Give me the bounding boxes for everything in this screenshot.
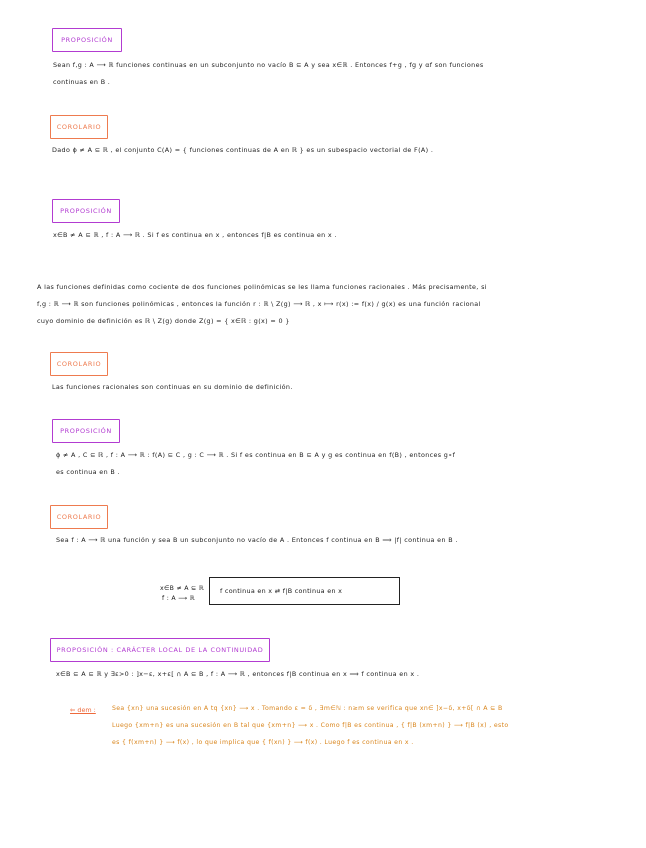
- proof-line: Sea {xn} una sucesión en A tq {xn} ⟶ x . Tomando ε = δ , ∃m∈ℕ : n≥m se verifica que xn∈ ]x−δ, x+δ[ ∩ A ⊆ B: [112, 705, 503, 712]
- proposition-tag: PROPOSICIÓN: [52, 28, 122, 52]
- equivalence-box: f continua en x ⇄ f|B continua en x: [209, 577, 400, 605]
- paragraph-line: cuyo dominio de definición es ℝ \ Z(g) donde Z(g) = { x∈ℝ : g(x) = 0 }: [37, 317, 290, 325]
- proposition-text-line: continuas en B .: [53, 78, 111, 86]
- box-condition: x∈B ≠ A ⊆ ℝ: [160, 585, 204, 592]
- proof-line: es { f(xm+n) } ⟶ f(x) , lo que implica que { f(xn) } ⟶ f(x) . Luego f es continua en x .: [112, 739, 414, 746]
- corollary-text-line: Dado ϕ ≠ A ⊆ ℝ , el conjunto C(A) = { funciones continuas de A en ℝ } es un subespacio vectorial de F(A) .: [52, 146, 434, 154]
- proof-label: ⇐ dem :: [70, 706, 96, 714]
- box-condition: f : A ⟶ ℝ: [162, 595, 195, 602]
- corollary-tag: COROLARIO: [50, 115, 108, 139]
- proposition-text-line: x∈B ⊆ A ⊆ ℝ y ∃ε>0 : ]x−ε, x+ε[ ∩ A ⊆ B , f : A ⟶ ℝ , entonces f|B continua en x ⟹ f continua en x .: [56, 670, 420, 678]
- corollary-tag: COROLARIO: [50, 505, 108, 529]
- proposition-text-line: Sean f,g : A ⟶ ℝ funciones continuas en un subconjunto no vacío B ⊆ A y sea x∈ℝ . Entonces f+g , fg y αf son funciones: [53, 61, 484, 69]
- proposition-text-line: x∈B ≠ A ⊆ ℝ , f : A ⟶ ℝ . Si f es continua en x , entonces f|B es continua en x .: [53, 231, 337, 239]
- corollary-text-line: Las funciones racionales son continuas en su dominio de definición.: [52, 383, 293, 391]
- proposition-tag: PROPOSICIÓN : CARÁCTER LOCAL DE LA CONTINUIDAD: [50, 638, 270, 662]
- paragraph-line: f,g : ℝ ⟶ ℝ son funciones polinómicas , entonces la función r : ℝ \ Z(g) ⟶ ℝ , x ⟼ r(x) := f(x) / g(x) es una función racional: [37, 300, 481, 308]
- corollary-tag: COROLARIO: [50, 352, 108, 376]
- proposition-text-line: es continua en B .: [56, 468, 120, 476]
- proposition-tag: PROPOSICIÓN: [52, 419, 120, 443]
- proposition-text-line: ϕ ≠ A , C ⊆ ℝ , f : A ⟶ ℝ : f(A) ⊆ C , g : C ⟶ ℝ . Si f es continua en B ⊆ A y g es continua en f(B) , entonces g∘f: [56, 451, 456, 459]
- corollary-text-line: Sea f : A ⟶ ℝ una función y sea B un subconjunto no vacío de A . Entonces f continua en B ⟹ |f| continua en B .: [56, 536, 458, 544]
- proof-line: Luego {xm+n} es una sucesión en B tal que {xm+n} ⟶ x . Como f|B es continua , { f|B (xm+n) } ⟶ f|B (x) , esto: [112, 722, 509, 729]
- paragraph-line: A las funciones definidas como cociente de dos funciones polinómicas se les llama funciones racionales . Más precisamente, si: [37, 283, 487, 291]
- proposition-tag: PROPOSICIÓN: [52, 199, 120, 223]
